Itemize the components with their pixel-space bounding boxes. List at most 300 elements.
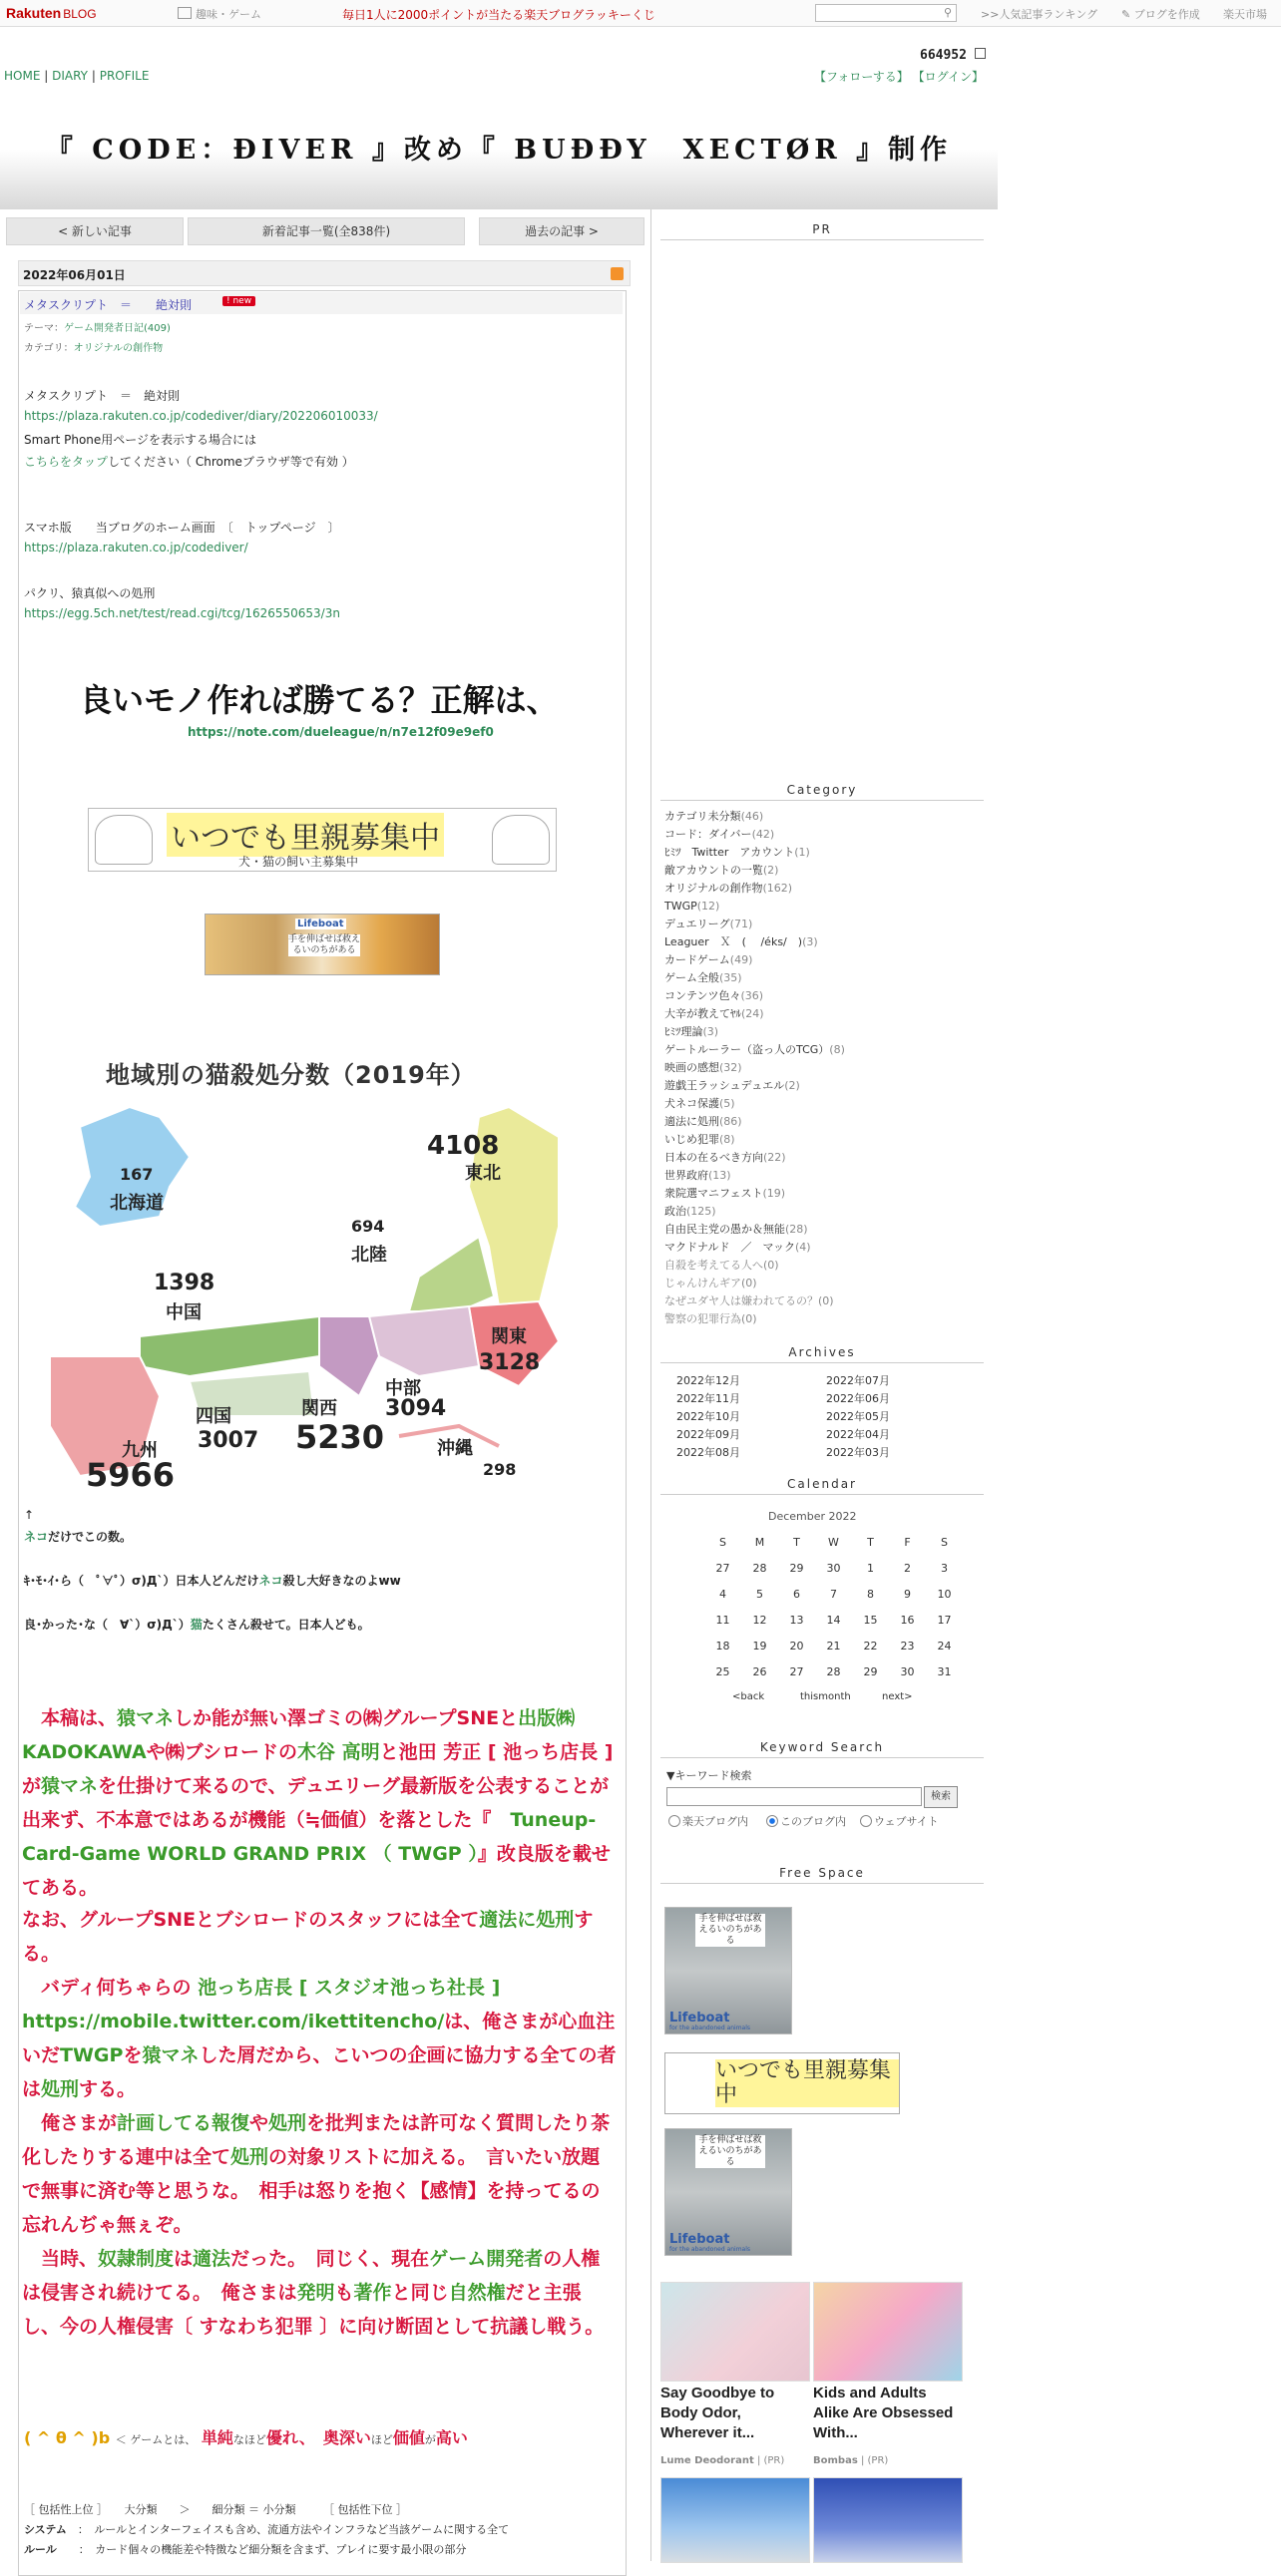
calendar-day[interactable]: 13 bbox=[789, 1614, 804, 1627]
calendar-day[interactable]: 19 bbox=[752, 1640, 767, 1653]
category-count: (28) bbox=[785, 1223, 808, 1236]
rakuten-topbar bbox=[0, 0, 1281, 27]
category-name: デュエリーグ bbox=[664, 918, 730, 930]
category-count: (42) bbox=[751, 828, 775, 841]
follow-link[interactable]: 【フォローする】 bbox=[814, 70, 909, 84]
weekday-label: T bbox=[793, 1536, 800, 1549]
lifeboat-message: 手を伸ばせば救えるいのちがある bbox=[288, 934, 361, 955]
green-text: 出版㈱KADOKAWA bbox=[22, 1707, 576, 1763]
calendar-day[interactable]: 5 bbox=[756, 1588, 763, 1601]
neko-link[interactable]: 猫 bbox=[190, 1618, 203, 1632]
ad-title[interactable]: Say Goodbye to Body Odor, Wherever it... bbox=[660, 2385, 775, 2441]
red-text: と同じ bbox=[391, 2282, 449, 2304]
category-item[interactable] bbox=[664, 933, 845, 951]
logo-text: Rakuten bbox=[6, 5, 62, 21]
category-item[interactable] bbox=[664, 898, 845, 916]
system-desc: ： ルールとインターフェイスも含め、流通方法やインフラなど当該ゲームに関する全て bbox=[77, 2523, 510, 2536]
motto-word: が bbox=[424, 2433, 436, 2446]
calendar-day[interactable]: 22 bbox=[863, 1640, 878, 1653]
radio-label: ウェブサイト bbox=[874, 1815, 939, 1828]
category-item[interactable] bbox=[664, 987, 845, 1005]
category-count: (4) bbox=[795, 1241, 811, 1254]
lifeboat-logo: Lifeboat bbox=[297, 919, 344, 929]
ad-image-person[interactable] bbox=[813, 2477, 963, 2563]
calendar-heading: Calendar bbox=[660, 1474, 984, 1495]
category-count: (46) bbox=[740, 810, 764, 823]
category-name: ゲーム全般 bbox=[664, 971, 719, 984]
lifeboat-logo: Lifeboat bbox=[669, 2232, 730, 2247]
calendar-day[interactable]: 30 bbox=[826, 1562, 841, 1575]
calendar-day[interactable]: 31 bbox=[937, 1665, 952, 1678]
calendar-day[interactable]: 18 bbox=[715, 1640, 730, 1653]
note-link[interactable]: https://note.com/dueleague/n/n7e12f09e9ef0 bbox=[188, 725, 494, 739]
ad-source bbox=[660, 2455, 784, 2466]
red-text: も bbox=[334, 2282, 354, 2304]
calendar-day[interactable]: 27 bbox=[789, 1665, 804, 1678]
motto-small: ＜ ゲームとは、 bbox=[115, 2433, 197, 2446]
tohoku-label: 東北 bbox=[465, 1163, 501, 1184]
category-name: ﾋﾐﾂ Twitter アカウント bbox=[664, 846, 795, 859]
weekday-label: T bbox=[867, 1536, 874, 1549]
login-link[interactable]: 【ログイン】 bbox=[912, 70, 985, 84]
calendar-day[interactable]: 3 bbox=[941, 1562, 948, 1575]
promo-link[interactable]: 毎日1人に2000ポイントが当たる楽天ブログラッキーくじ bbox=[342, 8, 655, 22]
calendar-day[interactable]: 7 bbox=[830, 1588, 837, 1601]
cat-drawing-icon bbox=[95, 815, 153, 865]
category-item[interactable] bbox=[664, 826, 845, 844]
rakuten-market-link[interactable]: 楽天市場 bbox=[1223, 8, 1267, 21]
category-count: (71) bbox=[729, 918, 753, 930]
category-item[interactable] bbox=[664, 1167, 845, 1185]
green-text: 奴隷制度 bbox=[98, 2248, 175, 2270]
calendar-day[interactable]: 10 bbox=[937, 1588, 952, 1601]
archive-item[interactable]: 2022年11月 bbox=[676, 1392, 740, 1405]
calendar-day[interactable]: 25 bbox=[715, 1665, 730, 1678]
after-map-line-3 bbox=[24, 1616, 370, 1633]
calendar-weekdays bbox=[704, 1536, 964, 1549]
calendar-day[interactable]: 12 bbox=[752, 1614, 767, 1627]
red-paragraph-4 bbox=[22, 2106, 617, 2242]
category-item[interactable] bbox=[664, 1185, 845, 1203]
category-item[interactable] bbox=[664, 1257, 845, 1275]
kanto-label: 関東 bbox=[491, 1326, 527, 1347]
category-link[interactable]: オリジナルの創作物 bbox=[73, 343, 164, 354]
category-name: 警察の犯罪行為 bbox=[664, 1312, 741, 1325]
calendar-day[interactable]: 4 bbox=[719, 1588, 726, 1601]
post-category bbox=[24, 339, 163, 354]
pencil-icon: ✎ bbox=[1121, 8, 1131, 21]
chugoku-value: 1398 bbox=[154, 1271, 215, 1295]
neko-link[interactable]: ネコ bbox=[24, 1530, 49, 1544]
calendar-thismonth[interactable]: thismonth bbox=[800, 1691, 851, 1702]
window-icon[interactable] bbox=[975, 48, 986, 59]
keyword-label: ▼キーワード検索 bbox=[666, 1769, 752, 1782]
category-count: (24) bbox=[741, 1007, 764, 1020]
ad-image-bombas[interactable] bbox=[813, 2282, 963, 2382]
category-count: (0) bbox=[818, 1294, 834, 1307]
radio-circle[interactable] bbox=[860, 1815, 872, 1827]
kyushu-value: 5966 bbox=[86, 1456, 176, 1494]
calendar-day[interactable]: 1 bbox=[867, 1562, 874, 1575]
category-count: (49) bbox=[729, 953, 753, 966]
shikoku-value: 3007 bbox=[198, 1428, 259, 1453]
ad-pr: | (PR) bbox=[756, 2455, 785, 2466]
magnifier-icon[interactable]: ⚲ bbox=[943, 6, 952, 19]
map-title: 地域別の猫殺処分数（2019年） bbox=[106, 1061, 476, 1089]
top-search-input[interactable] bbox=[815, 4, 957, 22]
red-text: を批判または許可なく質問したり茶化したりする連中は全て bbox=[22, 2112, 611, 2168]
category-item[interactable] bbox=[664, 1310, 845, 1328]
after-map-line-1 bbox=[24, 1528, 132, 1545]
green-text: Tuneup-Card-Game WORLD GRAND PRIX （ TWGP ） bbox=[22, 1809, 597, 1865]
post-title-part: 絶対則 bbox=[156, 298, 193, 312]
shikoku-label: 四国 bbox=[196, 1406, 231, 1427]
red-text: の人権は侵害され続けてる。 俺さまは bbox=[22, 2248, 601, 2304]
category-name: じゃんけんギア bbox=[664, 1277, 741, 1289]
archives-heading: Archives bbox=[660, 1342, 984, 1363]
green-text: ゲーム開発者 bbox=[429, 2248, 544, 2270]
ad-image-deodorant[interactable] bbox=[660, 2282, 810, 2382]
calendar-week-row bbox=[704, 1562, 964, 1575]
new-badge-label: new bbox=[232, 296, 252, 306]
banner-sub-text: 犬・猫の飼い主募集中 bbox=[238, 855, 359, 869]
weekday-label: F bbox=[904, 1536, 911, 1549]
nav-profile[interactable]: PROFILE bbox=[99, 69, 150, 83]
category-count: (2) bbox=[784, 1079, 800, 1092]
green-text: 適法に処刑 bbox=[479, 1909, 575, 1931]
red-text: 俺さまが bbox=[22, 2112, 118, 2134]
category-item[interactable] bbox=[664, 1077, 845, 1095]
calendar-day[interactable]: 29 bbox=[789, 1562, 804, 1575]
category-count: (0) bbox=[763, 1259, 779, 1272]
radio-this-blog[interactable] bbox=[766, 1813, 846, 1829]
red-text: の対象リストに加える。 言いたい放題で無事に済む等と思うな。 相手は怒りを抱く【感情】を持ってるの忘れんぢゃ無ぇぞ。 bbox=[22, 2146, 601, 2236]
genre-icon bbox=[178, 7, 192, 19]
motto-word: なほど bbox=[232, 2433, 266, 2446]
banner-main-text: いつでも里親募集中 bbox=[167, 813, 444, 857]
red-text: は、俺さまが心血注いだ bbox=[22, 2011, 616, 2066]
hokkaido-value: 167 bbox=[120, 1165, 154, 1184]
5ch-link[interactable]: https://egg.5ch.net/test/read.cgi/tcg/1626550653/3n bbox=[24, 606, 340, 620]
ad-source bbox=[813, 2455, 888, 2466]
green-text: 適法 bbox=[193, 2248, 231, 2270]
diary-link[interactable]: https://plaza.rakuten.co.jp/codediver/diary/202206010033/ bbox=[24, 409, 378, 423]
calendar-day[interactable]: 6 bbox=[793, 1588, 800, 1601]
lifeboat-cat-image[interactable] bbox=[664, 1907, 792, 2034]
lifeboat-banner[interactable] bbox=[205, 914, 440, 975]
category-count: (19) bbox=[762, 1187, 786, 1200]
keyword-search-input[interactable] bbox=[666, 1787, 922, 1806]
category-name: TWGP bbox=[664, 900, 697, 913]
weekday-label: M bbox=[754, 1536, 765, 1549]
archive-item[interactable]: 2022年10月 bbox=[676, 1410, 740, 1423]
rakuten-blog-logo[interactable] bbox=[6, 5, 97, 21]
calendar-day[interactable]: 23 bbox=[900, 1640, 915, 1653]
red-text: や bbox=[249, 2112, 269, 2134]
after-map-text: だけでこの数。 bbox=[48, 1530, 133, 1544]
category-name: 大辛が教えてﾔﾙ bbox=[664, 1007, 741, 1020]
motto-word: 優れ bbox=[265, 2428, 299, 2447]
access-counter bbox=[920, 48, 986, 63]
category-item[interactable] bbox=[664, 916, 845, 933]
red-text: する。 bbox=[22, 1909, 594, 1965]
post-theme bbox=[24, 319, 171, 334]
tohoku-value: 4108 bbox=[427, 1131, 500, 1161]
category-item[interactable] bbox=[664, 1203, 845, 1221]
body-text: パクリ、猿真似への処刑 bbox=[24, 586, 156, 600]
system-line bbox=[24, 2521, 509, 2537]
calendar-next[interactable]: next> bbox=[882, 1691, 913, 1702]
calendar-day[interactable]: 8 bbox=[867, 1588, 874, 1601]
radio-web[interactable] bbox=[860, 1813, 939, 1829]
post-title-part: メタスクリプト ＝ bbox=[24, 298, 133, 312]
calendar-day[interactable]: 29 bbox=[863, 1665, 878, 1678]
green-text: 発明 bbox=[296, 2282, 335, 2304]
green-text: 猿マネ bbox=[117, 1707, 175, 1729]
category-count: (86) bbox=[719, 1115, 742, 1128]
lifeboat-sub: for the abandoned animals bbox=[669, 2024, 751, 2031]
after-map-text: たくさん殺せて。日本人ども。 bbox=[202, 1618, 370, 1632]
category-count: (162) bbox=[762, 882, 793, 895]
category-item[interactable] bbox=[664, 1239, 845, 1257]
category-count: (125) bbox=[686, 1205, 716, 1218]
red-text: は bbox=[174, 2248, 194, 2270]
green-text: 猿マネ bbox=[41, 1775, 99, 1797]
category-item[interactable] bbox=[664, 808, 845, 826]
red-paragraph-2 bbox=[22, 1903, 617, 1971]
after-map-text: 殺し大好きなのよww bbox=[282, 1574, 401, 1588]
category-item[interactable] bbox=[664, 862, 845, 880]
category-item[interactable] bbox=[664, 1041, 845, 1059]
motto-word: 単純 bbox=[201, 2428, 233, 2447]
category-item[interactable] bbox=[664, 1221, 845, 1239]
red-text: した屑だから、こいつの企画に協力する全ての者は bbox=[22, 2044, 617, 2100]
post-title[interactable] bbox=[24, 296, 192, 313]
red-paragraph-5 bbox=[22, 2242, 617, 2344]
category-item[interactable] bbox=[664, 1113, 845, 1131]
category-item[interactable] bbox=[664, 1005, 845, 1023]
hokkaido-label: 北海道 bbox=[110, 1193, 164, 1214]
archive-item[interactable]: 2022年07月 bbox=[826, 1374, 890, 1387]
red-text: だと主張し、今の人権侵害〔 すなわち犯罪 〕に向け断固として抗議し戦う。 bbox=[22, 2282, 605, 2338]
radio-rakuten[interactable] bbox=[668, 1813, 748, 1829]
motto-word: 、 bbox=[298, 2428, 307, 2447]
tap-here-link[interactable]: こちらをタップ bbox=[24, 455, 109, 469]
archive-item[interactable]: 2022年05月 bbox=[826, 1410, 890, 1423]
calendar-back[interactable]: <back bbox=[732, 1691, 765, 1702]
neko-link[interactable]: ネコ bbox=[258, 1574, 283, 1588]
red-text: しか能が無い澤ゴミの㈱グループSNEと bbox=[174, 1707, 519, 1729]
category-count: (8) bbox=[829, 1043, 845, 1056]
satooya-text: いつでも里親募集中 bbox=[715, 2059, 899, 2107]
body-text: Smart Phone用ページを表示する場合には bbox=[24, 433, 257, 447]
category-name: いじめ犯罪 bbox=[664, 1133, 719, 1146]
category-count: (2) bbox=[762, 864, 779, 877]
ad-title[interactable]: Kids and Adults Alike Are Obsessed With... bbox=[813, 2385, 954, 2441]
keyword-search-button[interactable]: 検索 bbox=[924, 1786, 958, 1808]
archive-item[interactable]: 2022年04月 bbox=[826, 1428, 890, 1441]
home-link[interactable]: https://plaza.rakuten.co.jp/codediver/ bbox=[24, 541, 248, 554]
archive-item[interactable]: 2022年09月 bbox=[676, 1428, 740, 1441]
weekday-label: W bbox=[828, 1536, 839, 1549]
calendar-day[interactable]: 27 bbox=[715, 1562, 730, 1575]
genre-link[interactable] bbox=[178, 6, 261, 22]
theme-link[interactable]: ゲーム開発者日記(409) bbox=[64, 323, 171, 334]
category-item[interactable] bbox=[664, 880, 845, 898]
ad-pr: | (PR) bbox=[860, 2455, 889, 2466]
category-item[interactable] bbox=[664, 1131, 845, 1149]
category-count: (3) bbox=[802, 935, 818, 948]
newer-post-button[interactable]: < 新しい記事 bbox=[6, 217, 184, 245]
calendar-day[interactable]: 9 bbox=[904, 1588, 911, 1601]
genre-label: 趣味・ゲーム bbox=[196, 8, 261, 21]
system-term: システム bbox=[24, 2523, 67, 2536]
category-name: 自由民主党の愚か＆無能 bbox=[664, 1223, 785, 1236]
after-map-text: ｷ･ﾓ･ｲ･ら（ ﾟ∀ﾟ）σ)Д`）日本人どんだけ bbox=[24, 1574, 259, 1588]
game-motto bbox=[24, 2425, 468, 2448]
category-count: (3) bbox=[702, 1025, 719, 1038]
category-count: (5) bbox=[719, 1097, 735, 1110]
category-name: なぜユダヤ人は嫌われてるの？ bbox=[664, 1294, 818, 1307]
category-name: 適法に処刑 bbox=[664, 1115, 719, 1128]
calendar-day[interactable]: 21 bbox=[826, 1640, 841, 1653]
calendar-week-row bbox=[704, 1588, 964, 1601]
nav-diary[interactable]: DIARY bbox=[52, 69, 88, 83]
red-paragraph-3 bbox=[22, 1971, 617, 2106]
chugoku-label: 中国 bbox=[166, 1302, 202, 1323]
archive-item[interactable]: 2022年03月 bbox=[826, 1446, 890, 1459]
calendar-day[interactable]: 20 bbox=[789, 1640, 804, 1653]
body-text: スマホ版 当ブログのホーム画面 〔 トップページ 〕 bbox=[24, 521, 340, 535]
calendar-day[interactable]: 2 bbox=[904, 1562, 911, 1575]
nav-sep: | bbox=[44, 69, 49, 83]
category-count: (36) bbox=[740, 989, 764, 1002]
archive-item[interactable]: 2022年08月 bbox=[676, 1446, 740, 1459]
older-post-button[interactable]: 過去の記事 > bbox=[479, 217, 644, 245]
calendar-week-row bbox=[704, 1640, 964, 1653]
chubu-label: 中部 bbox=[385, 1378, 421, 1399]
category-item[interactable] bbox=[664, 1149, 845, 1167]
radio-circle-selected[interactable] bbox=[766, 1815, 778, 1827]
category-name: オリジナルの創作物 bbox=[664, 882, 763, 895]
calendar-day[interactable]: 14 bbox=[826, 1614, 841, 1627]
category-item[interactable] bbox=[664, 1275, 845, 1292]
rule-line bbox=[24, 2541, 466, 2557]
calendar-day[interactable]: 26 bbox=[752, 1665, 767, 1678]
dog-drawing-icon bbox=[492, 815, 550, 865]
category-label: カテゴリ： bbox=[24, 343, 74, 354]
kansai-label: 関西 bbox=[301, 1398, 337, 1419]
category-item[interactable] bbox=[664, 844, 845, 862]
satooya-banner[interactable] bbox=[88, 808, 557, 872]
green-text: 計画してる報復 bbox=[117, 2112, 250, 2134]
category-count: (13) bbox=[708, 1169, 731, 1182]
kanto-value: 3128 bbox=[479, 1350, 541, 1375]
rule-term: ルール bbox=[24, 2543, 57, 2556]
calendar-day[interactable]: 28 bbox=[826, 1665, 841, 1678]
calendar-day[interactable]: 28 bbox=[752, 1562, 767, 1575]
calendar-day[interactable]: 30 bbox=[900, 1665, 915, 1678]
calendar-day[interactable]: 15 bbox=[863, 1614, 878, 1627]
lifeboat-logo: Lifeboat bbox=[669, 2011, 730, 2025]
blog-title[interactable]: 『 CODE：ÐIVER 』改め『 BUÐÐY XECTØR 』制作 bbox=[45, 135, 953, 166]
weekday-label: S bbox=[941, 1536, 948, 1549]
ad-source-name: Bombas bbox=[813, 2455, 858, 2466]
category-name: 自殺を考えてる人へ bbox=[664, 1259, 763, 1272]
new-badge: ! new bbox=[222, 296, 255, 306]
rule-desc: ： カード個々の機能差や特徴など細分類を含まず、プレイに要す最小限の部分 bbox=[78, 2543, 467, 2556]
calendar-day[interactable]: 16 bbox=[900, 1614, 915, 1627]
region-hokuriku bbox=[409, 1237, 494, 1311]
after-map-line-2 bbox=[24, 1572, 401, 1589]
category-item[interactable] bbox=[664, 1059, 845, 1077]
region-kansai bbox=[319, 1316, 379, 1396]
column-divider bbox=[650, 209, 651, 2561]
counter-value: 664952 bbox=[920, 48, 967, 63]
nav-sep: | bbox=[91, 69, 96, 83]
archive-item[interactable]: 2022年12月 bbox=[676, 1374, 740, 1387]
green-text: 処刑 bbox=[41, 2078, 80, 2100]
big-heading: 良いモノ作れば勝てる？正解は、 bbox=[80, 681, 559, 719]
body-text bbox=[24, 453, 354, 470]
freespace-heading: Free Space bbox=[660, 1863, 984, 1884]
okinawa-label: 沖縄 bbox=[437, 1438, 473, 1459]
body-text: メタスクリプト ＝ 絶対則 bbox=[24, 389, 181, 403]
blog-nav bbox=[4, 69, 149, 83]
lifeboat-cat-image[interactable] bbox=[664, 2128, 792, 2256]
radio-label: 楽天ブログ内 bbox=[682, 1815, 748, 1828]
category-name: Leaguer Ｘ ( /éks/ ) bbox=[664, 935, 803, 948]
category-item[interactable] bbox=[664, 1023, 845, 1041]
radio-circle[interactable] bbox=[668, 1815, 680, 1827]
ranking-link[interactable]: >>人気記事ランキング bbox=[981, 8, 1098, 21]
calendar-month: December 2022 bbox=[768, 1510, 857, 1523]
green-text: 自然権 bbox=[448, 2282, 506, 2304]
green-text: 猿マネ bbox=[142, 2044, 200, 2066]
category-count: (35) bbox=[719, 971, 742, 984]
red-text: なお、グループSNEとブシロードのスタッフには全て bbox=[22, 1909, 480, 1931]
nav-home[interactable]: HOME bbox=[4, 69, 41, 83]
region-chugoku bbox=[140, 1316, 319, 1376]
category-name: 衆院選マニフェスト bbox=[664, 1187, 763, 1200]
category-item[interactable] bbox=[664, 969, 845, 987]
category-heading: Category bbox=[660, 780, 984, 801]
category-name: コンテンツ色々 bbox=[664, 989, 741, 1002]
red-text: 』改良版を載せてある。 bbox=[22, 1843, 611, 1899]
green-text: 処刑 bbox=[230, 2146, 269, 2168]
after-map-text: 良･かった･な（ ∀`）σ)Д`） bbox=[24, 1618, 191, 1632]
post-list-button[interactable]: 新着記事一覧(全838件) bbox=[188, 217, 465, 245]
category-name: ﾋﾐﾂ理論 bbox=[664, 1025, 703, 1038]
region-chubu bbox=[369, 1306, 479, 1376]
category-name: 敵アカウントの一覧 bbox=[664, 864, 763, 877]
archive-item[interactable]: 2022年06月 bbox=[826, 1392, 890, 1405]
kyushu-label: 九州 bbox=[122, 1440, 158, 1461]
calendar-day[interactable]: 24 bbox=[937, 1640, 952, 1653]
red-text: 本稿は、 bbox=[22, 1707, 118, 1729]
satooya-banner-side[interactable] bbox=[664, 2052, 900, 2114]
category-item[interactable] bbox=[664, 951, 845, 969]
rss-icon[interactable] bbox=[611, 267, 624, 280]
lifeboat-message: 手を伸ばせば救えるいのちがある bbox=[695, 1914, 765, 1947]
category-item[interactable] bbox=[664, 1095, 845, 1113]
ad-image-airplane[interactable] bbox=[660, 2477, 810, 2563]
category-item[interactable] bbox=[664, 1292, 845, 1310]
green-link-text[interactable]: 池っち店長 [ スタジオ池っち社長 ] https://mobile.twitter.com/ikettitencho/ bbox=[22, 1977, 501, 2032]
calendar-day[interactable]: 17 bbox=[937, 1614, 952, 1627]
create-blog-link[interactable] bbox=[1121, 6, 1200, 22]
calendar-day[interactable]: 11 bbox=[715, 1614, 730, 1627]
